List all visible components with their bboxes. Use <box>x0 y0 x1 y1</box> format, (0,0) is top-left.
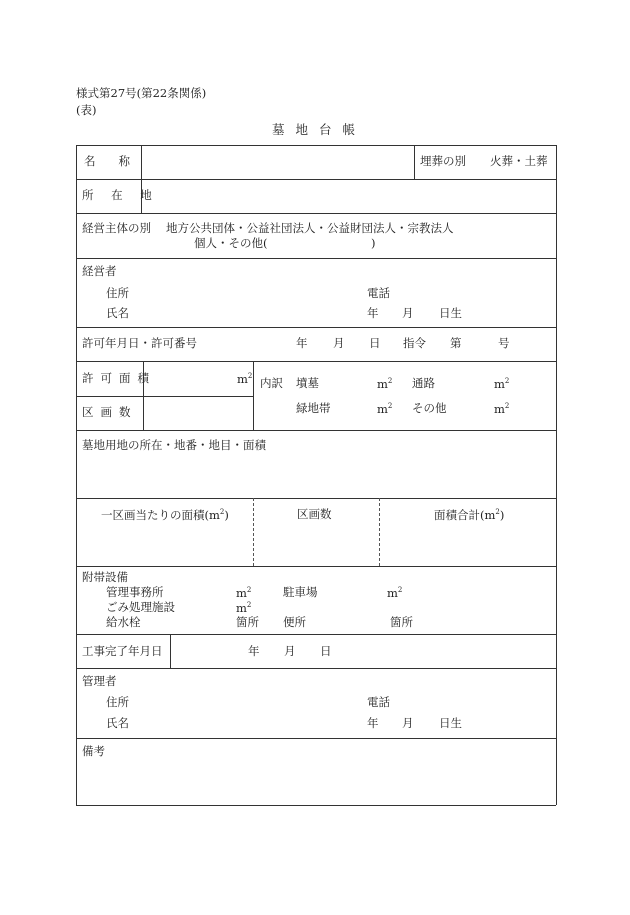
manager-label: 管理者 <box>82 674 117 688</box>
manager-birth-day: 日生 <box>439 716 462 730</box>
burial-type-label: 埋葬の別 <box>420 154 466 168</box>
area-per-section-label: 一区画当たりの面積$(m^2)$ <box>101 507 229 522</box>
permit-number-prefix: 第 <box>450 336 462 350</box>
location-label: 所 在 地 <box>82 188 159 202</box>
section-count-header: 区画数 <box>297 507 332 521</box>
permit-label: 許可年月日・許可番号 <box>82 336 197 350</box>
permit-year: 年 <box>296 336 308 350</box>
manager-phone-label: 電話 <box>367 695 390 709</box>
parking-label: 駐車場 <box>283 585 318 599</box>
other-label: その他 <box>412 401 447 415</box>
remarks-label: 備考 <box>82 744 105 758</box>
completion-year: 年 <box>248 644 260 658</box>
completion-month: 月 <box>284 644 296 658</box>
operator-birth-year: 年 <box>367 306 379 320</box>
operator-phone-label: 電話 <box>367 286 390 300</box>
breakdown-label: 内訳 <box>260 376 283 390</box>
office-unit: $m^2$ <box>236 585 252 600</box>
green-belt-unit: $m^2$ <box>377 401 393 416</box>
office-label: 管理事務所 <box>106 585 164 599</box>
toilet-places: 箇所 <box>390 615 413 629</box>
form-number: 様式第27号(第22条関係) <box>76 86 207 100</box>
facilities-label: 附帯設備 <box>82 570 128 584</box>
other-unit: $m^2$ <box>494 401 510 416</box>
paths-label: 通路 <box>412 376 435 390</box>
permit-month: 月 <box>333 336 345 350</box>
manager-birth-year: 年 <box>367 716 379 730</box>
waste-unit: $m^2$ <box>236 600 252 615</box>
parking-unit: $m^2$ <box>387 585 403 600</box>
operator-birth-month: 月 <box>402 306 414 320</box>
land-label: 墓地用地の所在・地番・地目・面積 <box>82 438 266 452</box>
manager-birth-month: 月 <box>402 716 414 730</box>
manager-name-label: 氏名 <box>106 716 129 730</box>
completion-day: 日 <box>320 644 332 658</box>
graves-unit: $m^2$ <box>377 376 393 391</box>
paths-unit: $m^2$ <box>494 376 510 391</box>
operator-type-label: 経営主体の別 <box>82 221 151 235</box>
operator-name-label: 氏名 <box>106 306 129 320</box>
water-places: 箇所 <box>236 615 259 629</box>
graves-label: 墳墓 <box>296 376 319 390</box>
green-belt-label: 緑地帯 <box>296 401 331 415</box>
operator-type-options-line2: 個人・その他( ) <box>194 236 376 250</box>
form-side: (表) <box>76 103 97 117</box>
burial-type-options: 火葬・土葬 <box>490 154 548 168</box>
water-label: 給水栓 <box>106 615 141 629</box>
permit-area-unit: $m^2$ <box>237 371 253 386</box>
operator-label: 経営者 <box>82 264 117 278</box>
permit-day: 日 <box>369 336 381 350</box>
section-count-label: 区画数 <box>82 405 138 419</box>
completion-label: 工事完了年月日 <box>82 644 163 658</box>
operator-birth-day: 日生 <box>439 306 462 320</box>
toilet-label: 便所 <box>283 615 306 629</box>
manager-address-label: 住所 <box>106 695 129 709</box>
operator-type-options-line1: 地方公共団体・公益社団法人・公益財団法人・宗教法人 <box>166 221 454 235</box>
permit-number-suffix: 号 <box>498 336 510 350</box>
total-area-label: 面積合計$(m^2)$ <box>434 507 505 522</box>
name-label: 名 称 <box>84 154 130 168</box>
page-title: 墓地台帳 <box>272 122 367 137</box>
permit-designation: 指令 <box>403 336 426 350</box>
permit-area-label: 許可面積 <box>82 371 156 385</box>
waste-label: ごみ処理施設 <box>106 600 175 614</box>
operator-address-label: 住所 <box>106 286 129 300</box>
